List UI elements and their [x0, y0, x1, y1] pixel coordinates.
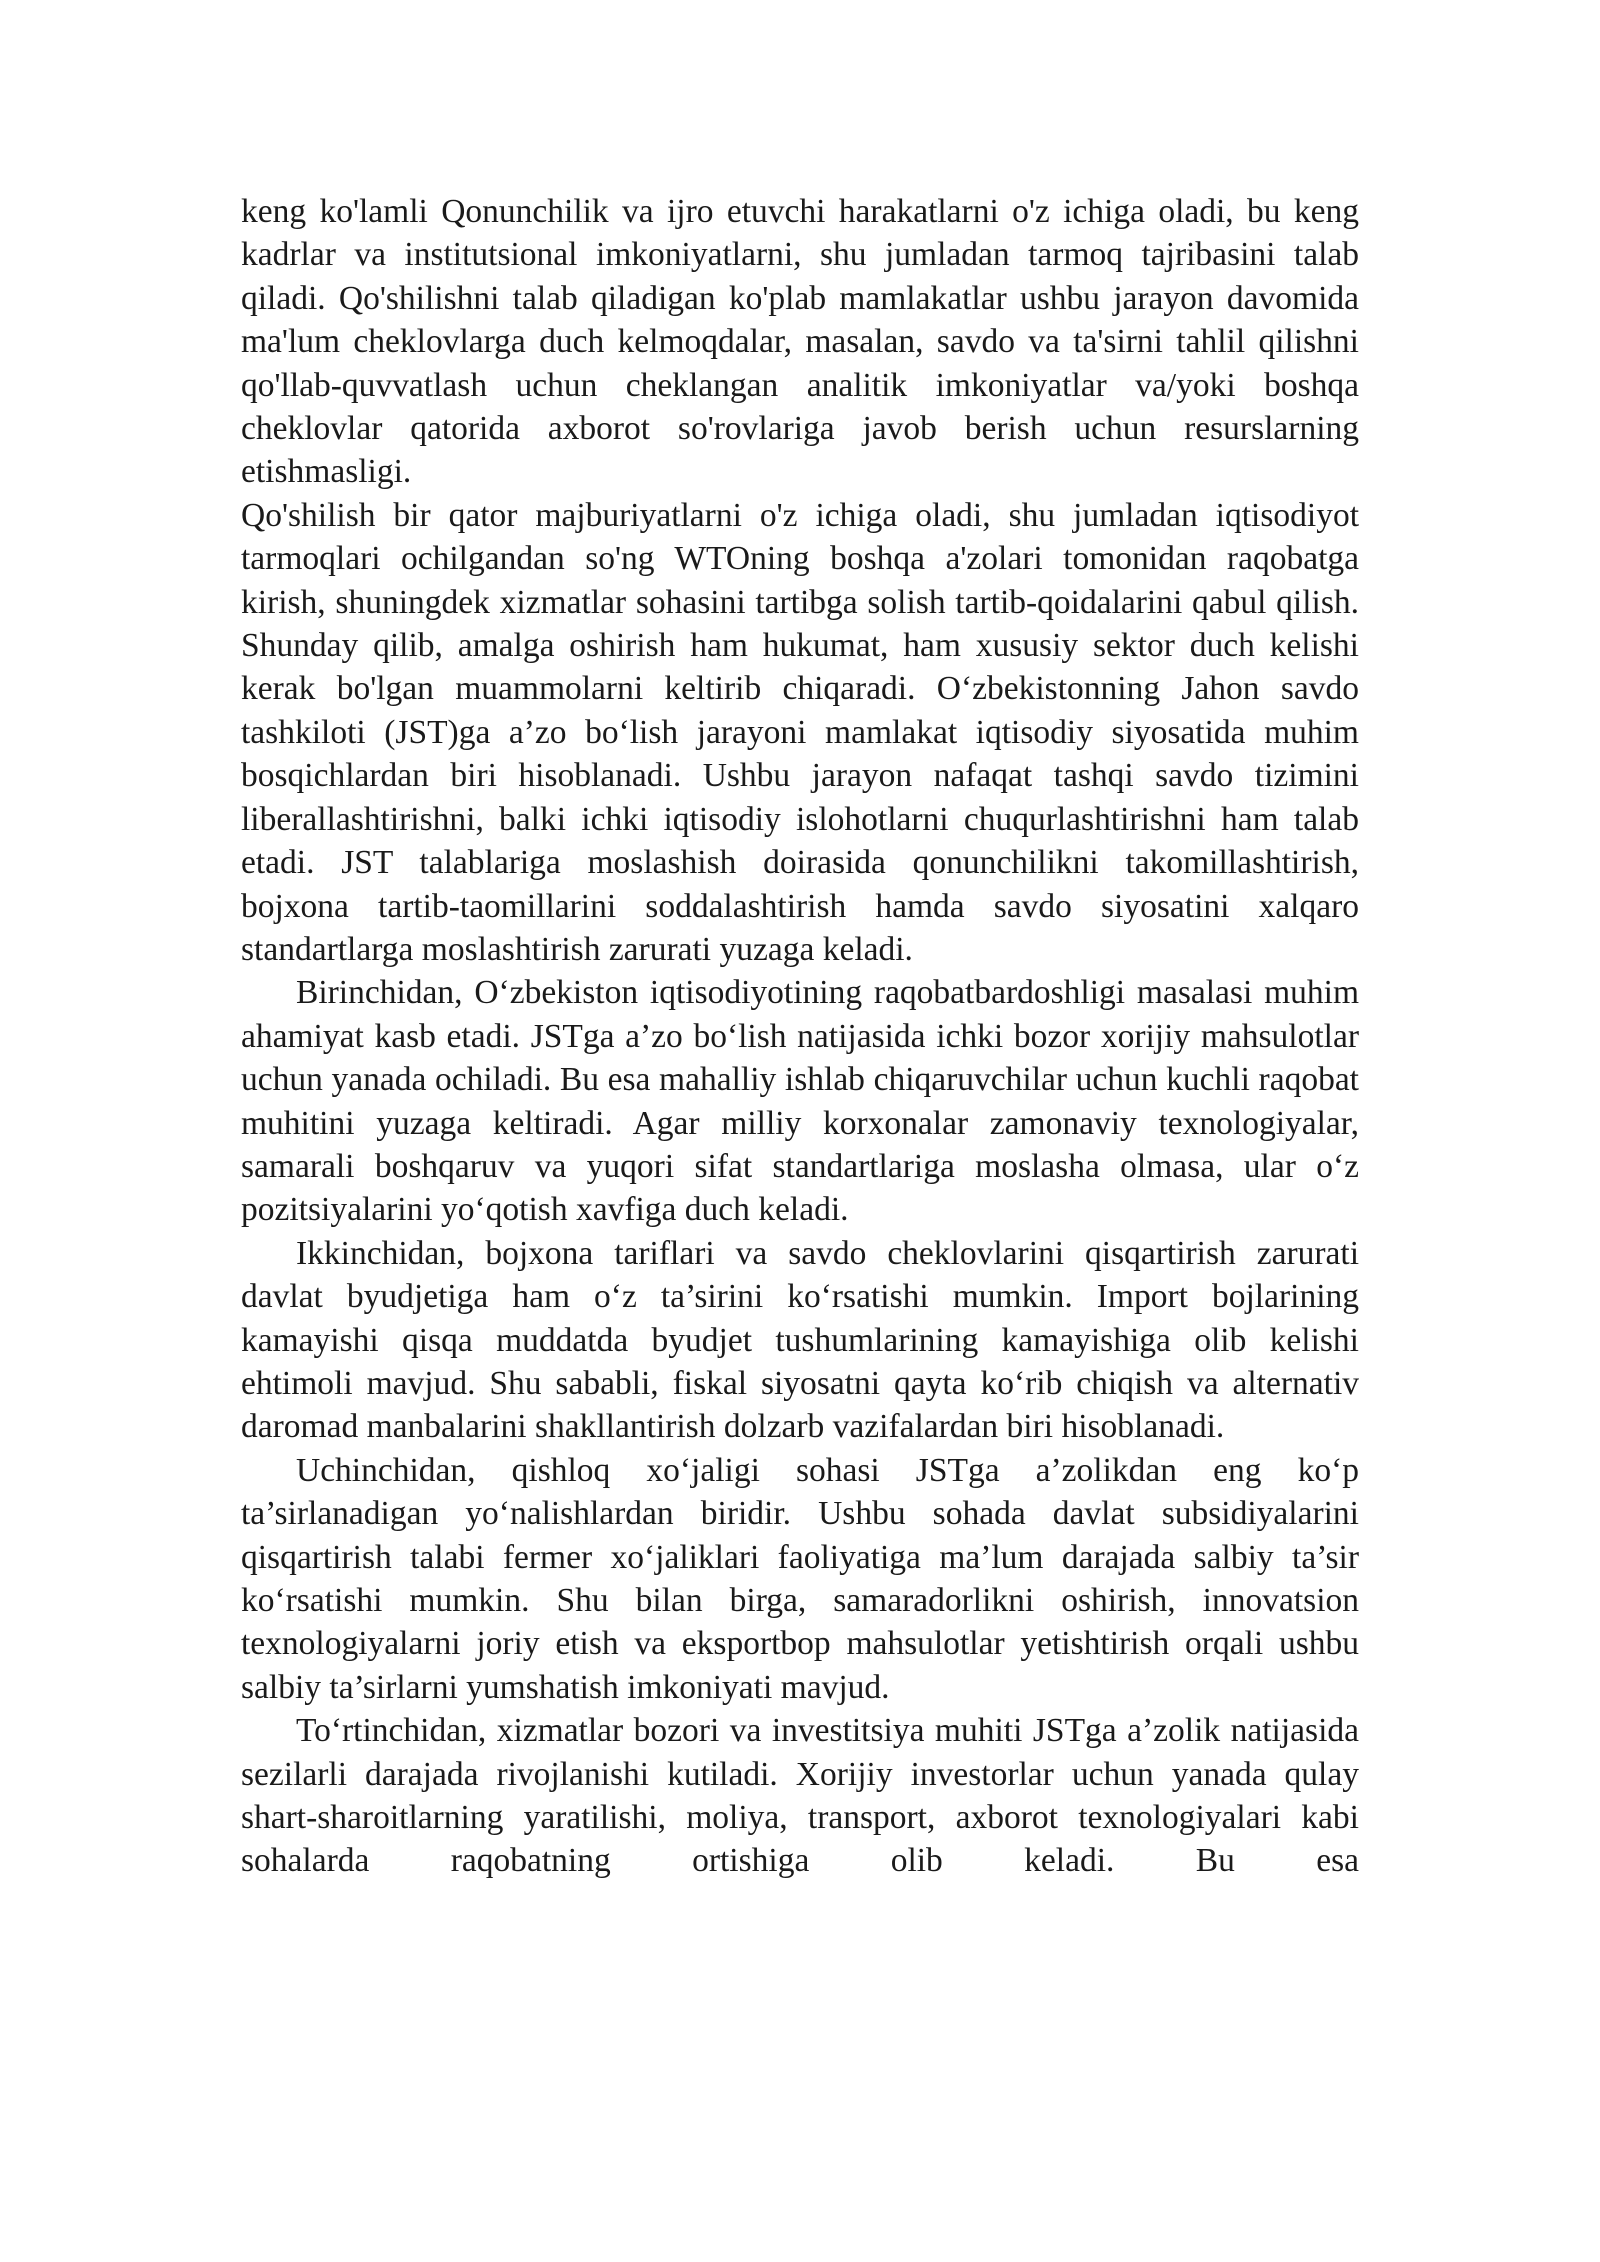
paragraph-5: Uchinchidan, qishloq xo‘jaligi sohasi JSTga a’zolikdan eng ko‘p ta’sirlanadigan yo‘nalishlardan biridir. Ushbu sohada davlat subsidiyalarini qisqartirish talabi fermer xo‘jaliklari faoliyatiga ma’lum darajada salbiy ta’sir ko‘rsatishi mumkin. Shu bilan birga, samaradorlikni oshirish, innovatsion texnologiyalarni joriy etish va eksportbop mahsulotlar yetishtirish orqali ushbu salbiy ta’sirlarni yumshatish imkoniyati mavjud. [241, 1451, 1359, 1706]
paragraph-6: To‘rtinchidan, xizmatlar bozori va investitsiya muhiti JSTga a’zolik natijasida sezilarli darajada rivojlanishi kutiladi. Xorijiy investorlar uchun yanada qulay shart-sharoitlarning yaratilishi, moliya, transport, axborot texnologiyalari kabi sohalarda raqobatning ortishiga olib keladi. Bu esa [241, 1712, 1359, 1880]
paragraph-2: Qo'shilish bir qator majburiyatlarni o'z ichiga oladi, shu jumladan iqtisodiyot tarmoqlari ochilgandan so'ng WTOning boshqa a'zolari tomonidan raqobatga kirish, shuningdek xizmatlar sohasini tartibga solish tartib-qoidalarini qabul qilish. Shunday qilib, amalga oshirish ham hukumat, ham xususiy sektor duch kelishi kerak bo'lgan muammolarni keltirib chiqaradi. O‘zbekistonning Jahon savdo tashkiloti (JST)ga a’zo bo‘lish jarayoni mamlakat iqtisodiy siyosatida muhim bosqichlardan biri hisoblanadi. Ushbu jarayon nafaqat tashqi savdo tizimini liberallashtirishni, balki ichki iqtisodiy islohotlarni chuqurlashtirishni ham talab etadi. JST talablariga moslashish doirasida qonunchilikni takomillashtirish, bojxona tartib-taomillarini soddalashtirish hamda savdo siyosatini xalqaro standartlarga moslashtirish zarurati yuzaga keladi. [241, 496, 1359, 968]
paragraph-4: Ikkinchidan, bojxona tariflari va savdo cheklovlarini qisqartirish zarurati davlat byudjetiga ham o‘z ta’sirini ko‘rsatishi mumkin. Import bojlarining kamayishi qisqa muddatda byudjet tushumlarining kamayishiga olib kelishi ehtimoli mavjud. Shu sababli, fiskal siyosatni qayta ko‘rib chiqish va alternativ daromad manbalarini shakllantirish dolzarb vazifalardan biri hisoblanadi. [241, 1234, 1359, 1446]
paragraph-3: Birinchidan, O‘zbekiston iqtisodiyotining raqobatbardoshligi masalasi muhim ahamiyat kasb etadi. JSTga a’zo bo‘lish natijasida ichki bozor xorijiy mahsulotlar uchun yanada ochiladi. Bu esa mahalliy ishlab chiqaruvchilar uchun kuchli raqobat muhitini yuzaga keltiradi. Agar milliy korxonalar zamonaviy texnologiyalar, samarali boshqaruv va yuqori sifat standartlariga moslasha olmasa, ular o‘z pozitsiyalarini yo‘qotish xavfiga duch keladi. [241, 974, 1359, 1229]
document-page [241, 190, 1359, 1883]
paragraph-1: keng ko'lamli Qonunchilik va ijro etuvchi harakatlarni o'z ichiga oladi, bu keng kadrlar va institutsional imkoniyatlarni, shu jumladan tarmoq tajribasini talab qiladi. Qo'shilishni talab qiladigan ko'plab mamlakatlar ushbu jarayon davomida ma'lum cheklovlarga duch kelmoqdalar, masalan, savdo va ta'sirni tahlil qilishni qo'llab-quvvatlash uchun cheklangan analitik imkoniyatlar va/yoki boshqa cheklovlar qatorida axborot so'rovlariga javob berish uchun resurslarning etishmasligi. [241, 193, 1359, 491]
